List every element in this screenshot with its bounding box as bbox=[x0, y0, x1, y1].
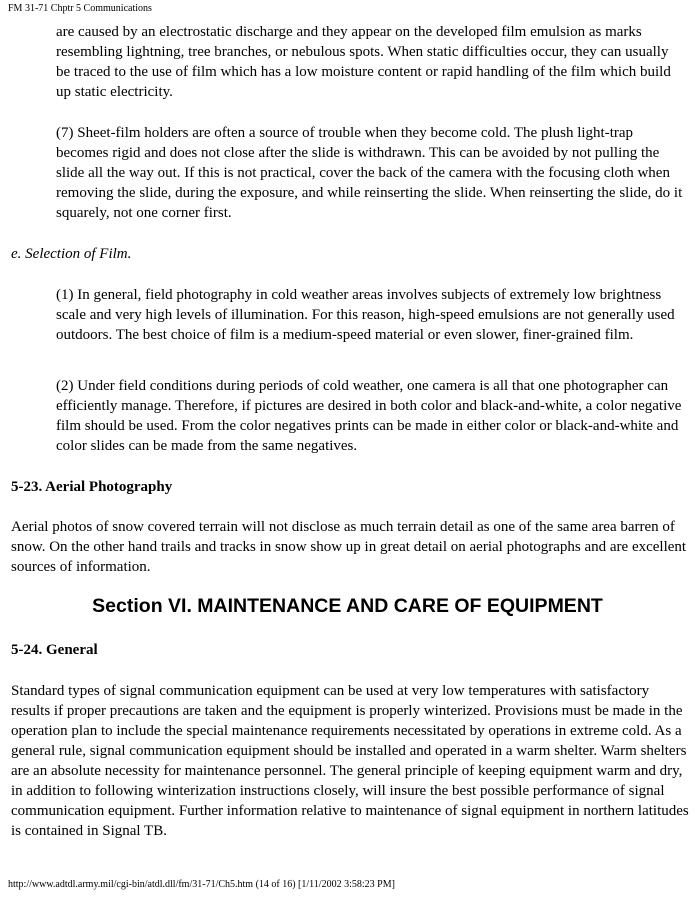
section-title: Section VI. MAINTENANCE AND CARE OF EQUIPMENT bbox=[92, 595, 603, 617]
heading-5-23-aerial-photography: 5-23. Aerial Photography bbox=[11, 479, 173, 495]
page-header: FM 31-71 Chptr 5 Communications bbox=[8, 3, 152, 14]
paragraph-aerial-photography: Aerial photos of snow covered terrain will not disclose as much terrain detail as one of the same area barren of snow. On the other hand trails and tracks in snow show up in great detail on aerial photographs and are excellent sources of information. bbox=[11, 519, 687, 575]
paragraph-e2-field-conditions: (2) Under field conditions during periods of cold weather, one camera is all that one photographer can efficiently manage. Therefore, if pictures are desired in both color and black-and-white, a color negative film should be used. From the color negatives prints can be made in either color or black-and-white and color slides can be made from the same negatives. bbox=[56, 378, 682, 454]
paragraph-e1-field-photography: (1) In general, field photography in cold weather areas involves subjects of extremely low brightness scale and very high levels of illumination. For this reason, high-speed emulsions are not generally used outdoors. The best choice of film is a medium-speed material or even slower, finer-grained film. bbox=[56, 287, 675, 343]
paragraph-static-continued: are caused by an electrostatic discharge and they appear on the developed film emulsion as marks resembling lightning, tree branches, or nebulous spots. When static difficulties occur, they can usually be traced to the use of film which has a low moisture content or rapid handling of the film which build up static electricity. bbox=[56, 24, 671, 100]
paragraph-general-maintenance: Standard types of signal communication equipment can be used at very low temperatures with satisfactory results if proper precautions are taken and the equipment is properly winterized. Provisions must be made in the operation plan to include the special maintenance requirements necessitated by operations in extreme cold. As a general rule, signal communication equipment should be installed and operated in a warm shelter. Warm shelters are an absolute necessity for maintenance personnel. The general principle of keeping equipment warm and dry, in addition to following winterization instructions closely, will insure the best possible performance of signal communication equipment. Further information relative to maintenance of signal equipment in northern latitudes is contained in Signal TB. bbox=[11, 683, 689, 839]
paragraph-7-sheet-film-holders: (7) Sheet-film holders are often a source of trouble when they become cold. The plush light-trap becomes rigid and does not close after the slide is withdrawn. This can be avoided by not pulling the slide all the way out. If this is not practical, cover the back of the camera with the focusing cloth when removing the slide, during the exposure, and while reinserting the slide. When reinserting the slide, do it squarely, not one corner first. bbox=[56, 125, 683, 221]
heading-5-24-general: 5-24. General bbox=[11, 642, 98, 658]
subheading-selection-of-film: e. Selection of Film. bbox=[11, 246, 132, 262]
page-footer-url: http://www.adtdl.army.mil/cgi-bin/atdl.dll/fm/31-71/Ch5.htm (14 of 16) [1/11/2002 3:58:23 PM] bbox=[8, 879, 395, 890]
